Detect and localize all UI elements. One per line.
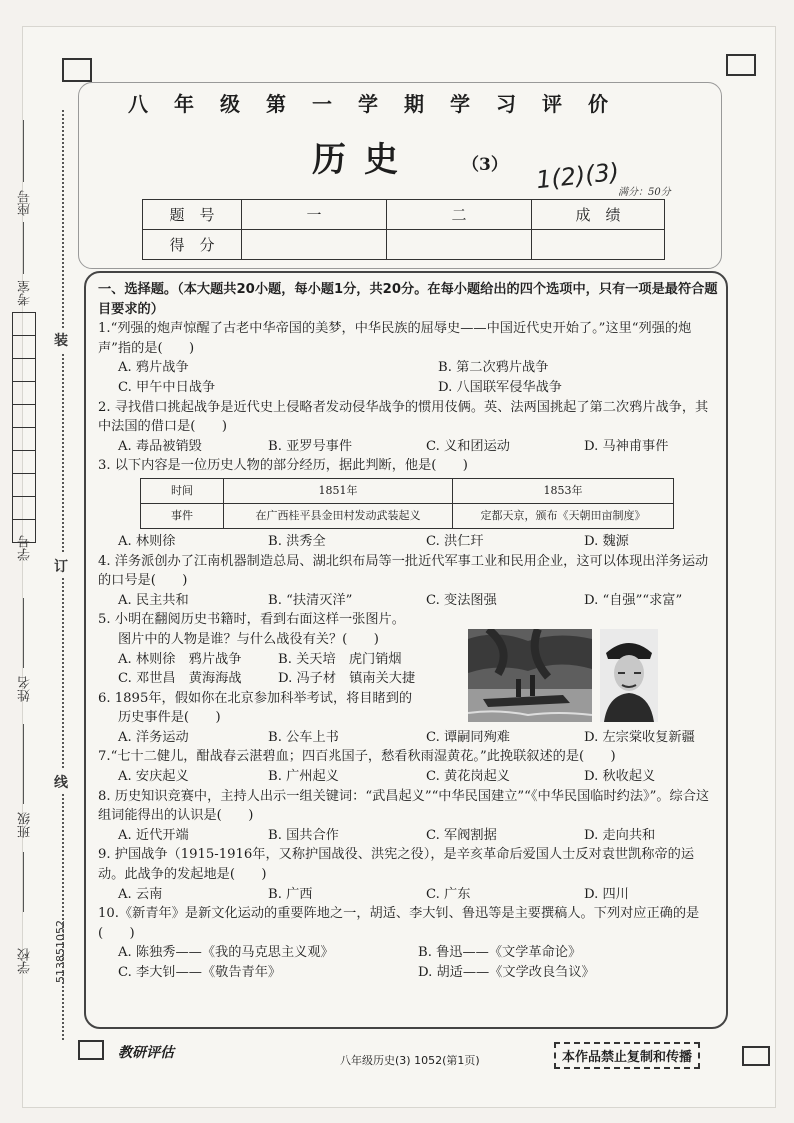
option-b[interactable]: B. 广西	[268, 886, 313, 902]
table-cell: 定都天京，颁布《天朝田亩制度》	[453, 503, 674, 528]
page-footer: 八年级历史(3) 1052(第1页)	[340, 1054, 480, 1067]
footer-left-label: 教研评估	[118, 1045, 174, 1061]
option-c[interactable]: C. 邓世昌 黄海海战	[118, 671, 242, 687]
option-d[interactable]: D. “自强”“求富”	[584, 592, 683, 608]
option-c[interactable]: C. 广东	[426, 886, 471, 902]
score-cell-total[interactable]	[532, 230, 665, 260]
option-c[interactable]: C. 义和团运动	[426, 438, 510, 454]
option-d[interactable]: D. 秋收起义	[584, 769, 656, 785]
question-stem: 9. 护国战争（1915-1916年，又称护国战役、洪宪之役），是辛亥革命后爱国人士反对袁世凯称帝的运动。此战争的发起地是( )	[98, 847, 695, 883]
score-table-header: 题 号	[143, 200, 242, 230]
option-b[interactable]: B. 亚罗号事件	[268, 438, 353, 454]
question-options	[98, 728, 718, 748]
question-options	[98, 358, 718, 397]
option-c[interactable]: C. 军阀割据	[426, 827, 497, 843]
option-b[interactable]: B. 洪秀全	[268, 533, 326, 549]
option-b[interactable]: B. 鲁迅——《文学革命论》	[418, 945, 582, 961]
question-options	[98, 437, 718, 457]
option-a[interactable]: A. 洋务运动	[118, 729, 189, 745]
option-d[interactable]: D. 四川	[584, 886, 629, 902]
score-table-header: 成 绩	[532, 200, 665, 230]
score-cell-section1[interactable]	[242, 230, 387, 260]
question-stem-cont: 图片中的人物是谁？与什么战役有关？( )	[118, 631, 379, 647]
table-cell: 事件	[141, 503, 224, 528]
question-stem-cont: 历史事件是( )	[118, 710, 221, 726]
binding-mark-zhuang: 装	[54, 328, 68, 352]
question-stem: 8. 历史知识竞赛中，主持人出示一组关键词：“武昌起义”“中华民国建立”“《中华民国临时约法》”。综合这组词能得出的认识是( )	[98, 788, 710, 824]
section-title: 一、选择题。（本大题共20小题，每小题1分，共20分。在每小题给出的四个选项中，只有一项是最符合题目要求的）	[98, 282, 718, 317]
option-c[interactable]: C. 李大钊——《敬告青年》	[118, 965, 282, 980]
history-figure-table	[140, 478, 674, 529]
option-b[interactable]: B. 公车上书	[268, 729, 339, 745]
room-line	[23, 222, 24, 274]
name-line	[23, 598, 24, 668]
exam-title: 八年级第一学期学习评价	[128, 92, 634, 116]
school-label: 学校	[18, 948, 33, 974]
option-b[interactable]: B. “扶清灭洋”	[268, 592, 353, 608]
table-header: 1851年	[224, 478, 453, 503]
option-d[interactable]: D. 左宗棠收复新疆	[584, 729, 695, 745]
question-options	[98, 885, 718, 905]
option-a[interactable]: A. 林则徐 鸦片战争	[118, 651, 242, 667]
option-b[interactable]: B. 广州起义	[268, 769, 339, 785]
table-header: 1853年	[453, 478, 674, 503]
corner-marker-bottom-right	[742, 1046, 770, 1066]
question-stem: 7.“七十二健儿，酣战春云湛碧血；四百兆国子，愁看秋雨湿黄花。”此挽联叙述的是( )	[98, 749, 616, 765]
option-c[interactable]: C. 变法图强	[426, 592, 497, 608]
option-a[interactable]: A. 陈独秀——《我的马克思主义观》	[118, 945, 334, 961]
question-stem: 6. 1895年，假如你在北京参加科举考试，将目睹到的	[98, 690, 413, 706]
question-stem: 4. 洋务派创办了江南机器制造总局、湖北织布局等一批近代军事工业和民用企业，这可以体现出洋务运动的口号是( )	[98, 553, 709, 589]
student-id-label: 学号	[18, 535, 33, 561]
student-id-grid[interactable]	[12, 312, 36, 542]
question-stem: 3. 以下内容是一位历史人物的部分经历，据此判断，他是( )	[98, 458, 468, 474]
subject-title: 历史	[312, 140, 416, 180]
option-d[interactable]: D. 走向共和	[584, 827, 656, 843]
class-line	[23, 724, 24, 804]
volume-number: （3）	[462, 155, 508, 175]
option-a[interactable]: A. 云南	[118, 886, 163, 902]
serial-number: 513851052	[54, 920, 67, 983]
score-table	[142, 199, 665, 260]
option-d[interactable]: D. 马神甫事件	[584, 438, 669, 454]
score-cell-section2[interactable]	[387, 230, 532, 260]
question-stem: 1.“列强的炮声惊醒了古老中华帝国的美梦，中华民族的屈辱史——中国近代史开始了。”这里“列强的炮声”指的是( )	[98, 321, 692, 356]
option-c[interactable]: C. 谭嗣同殉难	[426, 729, 510, 745]
question-options	[98, 767, 718, 787]
option-d[interactable]: D. 冯子材 镇南关大捷	[278, 671, 416, 687]
option-a[interactable]: A. 安庆起义	[118, 769, 189, 785]
option-b[interactable]: B. 第二次鸦片战争	[438, 360, 549, 376]
name-label: 姓名	[18, 676, 33, 702]
option-a[interactable]: A. 鸦片战争	[118, 360, 189, 376]
table-header: 时间	[141, 478, 224, 503]
question-options	[98, 591, 718, 611]
option-c[interactable]: C. 甲午中日战争	[118, 379, 216, 395]
option-b[interactable]: B. 国共合作	[268, 827, 339, 843]
question-stem: 10.《新青年》是新文化运动的重要阵地之一，胡适、李大钊、鲁迅等是主要撰稿人。下列对应正确的是( )	[98, 906, 700, 941]
option-a[interactable]: A. 近代开端	[118, 827, 189, 843]
binding-mark-ding: 订	[54, 554, 68, 578]
binding-mark-xian: 线	[54, 770, 68, 794]
handwritten-note: 1(2)(3)	[534, 157, 621, 195]
seat-line	[23, 120, 24, 182]
option-d[interactable]: D. 八国联军侵华战争	[438, 379, 562, 395]
option-c[interactable]: C. 洪仁玕	[426, 533, 484, 549]
option-c[interactable]: C. 黄花岗起义	[426, 769, 510, 785]
score-table-header: 二	[387, 200, 532, 230]
corner-marker-top-right	[726, 54, 756, 76]
room-label: 考室	[18, 280, 33, 306]
seat-label: 座号	[18, 190, 33, 216]
full-score: 满分：50分	[618, 187, 671, 198]
option-a[interactable]: A. 林则徐	[118, 533, 176, 549]
option-a[interactable]: A. 民主共和	[118, 592, 189, 608]
class-label: 班级	[18, 812, 33, 838]
score-row-label: 得 分	[143, 230, 242, 260]
question-options	[98, 943, 718, 982]
option-d[interactable]: D. 胡适——《文学改良刍议》	[418, 965, 595, 980]
question-stem: 5. 小明在翻阅历史书籍时，看到右面这样一张图片。	[98, 612, 405, 628]
school-line	[23, 852, 24, 912]
battle-portrait-image	[468, 629, 658, 722]
option-a[interactable]: A. 毒品被销毁	[118, 438, 202, 454]
question-options	[98, 532, 718, 552]
option-d[interactable]: D. 魏源	[584, 533, 629, 549]
question-stem: 2. 寻找借口挑起战争是近代史上侵略者发动侵华战争的惯用伎俩。英、法两国挑起了第二次鸦片战争，其中法国的借口是( )	[98, 399, 709, 435]
question-options	[98, 650, 458, 689]
score-table-header: 一	[242, 200, 387, 230]
option-b[interactable]: B. 关天培 虎门销烟	[278, 651, 402, 667]
q5-picture	[468, 629, 658, 722]
question-options	[98, 826, 718, 846]
table-cell: 在广西桂平县金田村发动武装起义	[224, 503, 453, 528]
copyright-notice: 本作品禁止复制和传播	[554, 1042, 700, 1069]
